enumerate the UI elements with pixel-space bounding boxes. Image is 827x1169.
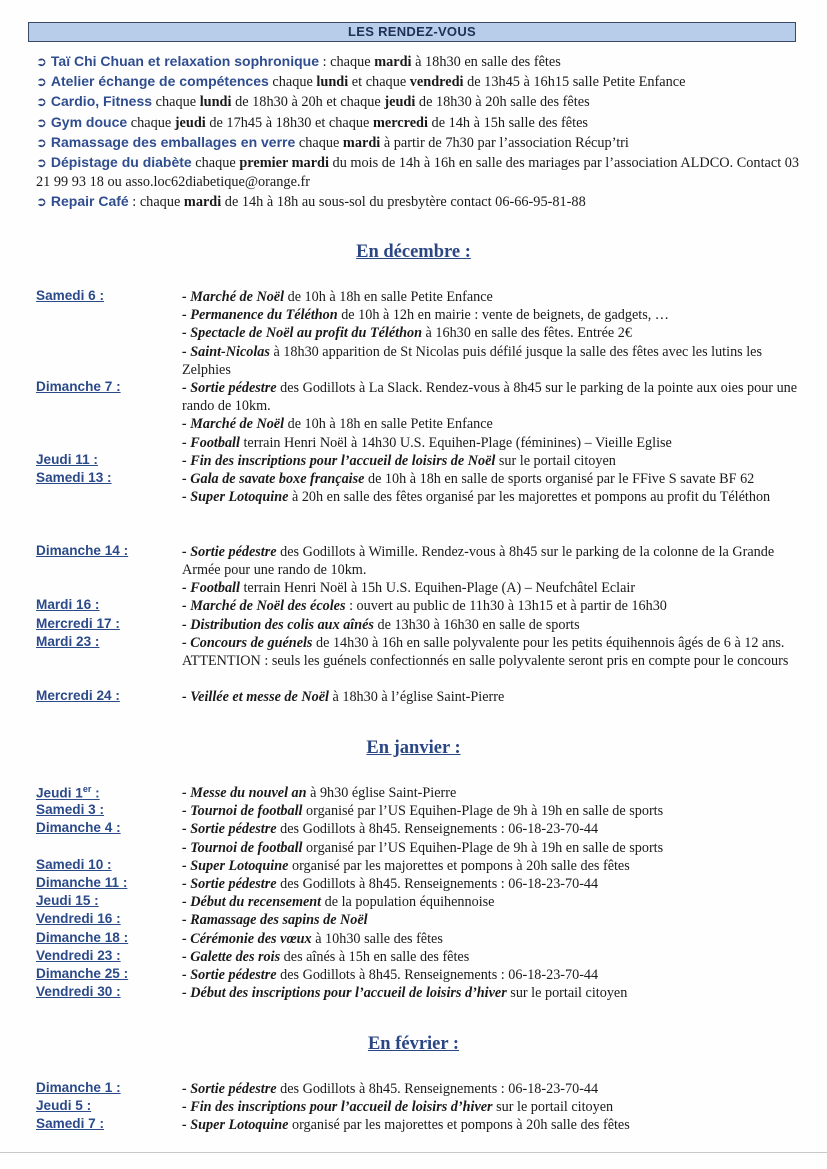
arrow-icon: ➲	[36, 55, 47, 70]
event-descriptions	[182, 634, 798, 670]
section-title: En février :	[367, 1034, 460, 1054]
event-line: - Permanence du Téléthon de 10h à 12h en mairie : vente de beignets, de gadgets, …	[182, 307, 669, 324]
event-descriptions	[182, 784, 798, 802]
event-day-label: Jeudi 1er :	[36, 784, 100, 801]
rendezvous-item: ➲ Cardio, Fitness chaque lundi de 18h30 à 20h et chaque jeudi de 18h30 à 20h salle des fêtes	[36, 93, 590, 111]
rendezvous-item: ➲ Dépistage du diabète chaque premier mardi du mois de 14h à 16h en salle des mariages par l’association ALDCO. Contact 03 21 99 93 18 ou asso.loc62diabetique@orange.fr	[36, 154, 800, 191]
event-day-label: Samedi 10 :	[36, 856, 112, 872]
section-title: En janvier :	[366, 738, 461, 758]
event-day-label: Dimanche 11 :	[36, 875, 128, 890]
event-line: - Début des inscriptions pour l’accueil de loisirs d’hiver sur le portail citoyen	[182, 985, 628, 1002]
event-day-label: Jeudi 15 :	[36, 893, 99, 909]
event-descriptions	[182, 875, 798, 893]
event-day-label: Vendredi 30 :	[36, 984, 121, 1000]
page-bottom-edge	[0, 1152, 827, 1153]
arrow-icon: ➲	[36, 75, 47, 91]
event-descriptions	[182, 1080, 798, 1098]
event-descriptions	[182, 688, 798, 706]
event-line: - Tournoi de football organisé par l’US Equihen-Plage de 9h à 19h en salle de sports	[182, 839, 664, 856]
event-line: - Fin des inscriptions pour l’accueil de loisirs d’hiver sur le portail citoyen	[182, 1099, 614, 1116]
event-line: - Football terrain Henri Noël à 15h U.S. Equihen-Plage (A) – Neufchâtel Eclair	[182, 580, 636, 597]
event-day-label: Dimanche 4 :	[36, 820, 121, 836]
event-descriptions	[182, 543, 798, 598]
event-day-label: Samedi 6 :	[36, 288, 104, 303]
section-title: En décembre :	[356, 242, 471, 262]
rendezvous-item: ➲ Repair Café : chaque mardi de 14h à 18h au sous-sol du presbytère contact 06-66-95-81-88	[36, 193, 586, 211]
event-line: - Concours de guénels de 14h30 à 16h en salle polyvalente pour les petits équihennois âgés de 6 à 12 ans. ATTENTION : seuls les guénels confectionnés en salle polyvalente seront pris en compte pour le concours	[182, 634, 789, 669]
event-line: - Messe du nouvel an à 9h30 église Saint-Pierre	[182, 785, 457, 801]
arrow-icon: ➲	[36, 115, 47, 131]
event-line: - Super Lotoquine à 20h en salle des fêtes organisé par les majorettes et pompons au profit du Téléthon	[182, 489, 771, 506]
rendezvous-text-0: : chaque mardi à 18h30 en salle des fêtes	[319, 54, 561, 70]
event-line: - Sortie pédestre des Godillots à 8h45. Renseignements : 06-18-23-70-44	[182, 967, 599, 983]
event-line: - Gala de savate boxe française de 10h à 18h en salle de sports organisé par le FFive S savate BF 62	[182, 471, 755, 487]
event-descriptions	[182, 452, 798, 470]
event-line: - Début du recensement de la population équihennoise	[182, 894, 495, 911]
event-line: - Marché de Noël de 10h à 18h en salle Petite Enfance	[182, 416, 493, 433]
rendezvous-title: LES RENDEZ-VOUS	[347, 24, 476, 39]
event-descriptions	[182, 820, 798, 856]
event-line: - Sortie pédestre des Godillots à 8h45. Renseignements : 06-18-23-70-44	[182, 1081, 599, 1097]
event-day-label: Samedi 3 :	[36, 802, 104, 818]
event-descriptions	[182, 966, 798, 984]
event-line: - Galette des rois des aînés à 15h en salle des fêtes	[182, 948, 470, 965]
event-line: - Super Lotoquine organisé par les majorettes et pompons à 20h salle des fêtes	[182, 857, 630, 874]
event-day-label: Dimanche 18 :	[36, 929, 129, 945]
event-descriptions	[182, 470, 798, 506]
event-line: - Sortie pédestre des Godillots à La Slack. Rendez-vous à 8h45 sur le parking de la pointe aux oies pour une rando de 10km.	[182, 380, 798, 415]
event-day-label: Mardi 23 :	[36, 633, 100, 649]
event-descriptions	[182, 288, 798, 379]
arrow-icon: ➲	[36, 195, 47, 211]
event-descriptions	[182, 893, 798, 911]
event-line: - Ramassage des sapins de Noël	[182, 912, 368, 929]
event-line: - Sortie pédestre des Godillots à 8h45. Renseignements : 06-18-23-70-44	[182, 876, 599, 892]
event-descriptions	[182, 802, 798, 820]
arrow-icon: ➲	[36, 95, 47, 111]
event-descriptions	[182, 597, 798, 615]
event-day-label: Jeudi 5 :	[36, 1098, 92, 1114]
event-line: - Spectacle de Noël au profit du Téléthon à 16h30 en salle des fêtes. Entrée 2€	[182, 325, 632, 342]
rendezvous-item: ➲ Gym douce chaque jeudi de 17h45 à 18h30 et chaque mercredi de 14h à 15h salle des fêtes	[36, 113, 588, 131]
rendezvous-list	[36, 52, 806, 213]
event-line: - Sortie pédestre des Godillots à 8h45. Renseignements : 06-18-23-70-44	[182, 821, 599, 838]
event-day-label: Samedi 13 :	[36, 470, 112, 485]
rendezvous-item: ➲ Atelier échange de compétences chaque lundi et chaque vendredi de 13h45 à 16h15 salle Petite Enfance	[36, 73, 686, 91]
section-header-band	[28, 22, 796, 42]
event-line: - Marché de Noël de 10h à 18h en salle Petite Enfance	[182, 289, 493, 305]
event-day-label: Dimanche 1 :	[36, 1080, 121, 1095]
arrow-icon: ➲	[36, 135, 47, 151]
event-line: - Sortie pédestre des Godillots à Wimille. Rendez-vous à 8h45 sur le parking de la colonne de la Grande Armée pour une rando de 10km.	[182, 543, 775, 578]
event-line: - Tournoi de football organisé par l’US Equihen-Plage de 9h à 19h en salle de sports	[182, 803, 664, 820]
event-line: - Marché de Noël des écoles : ouvert au public de 11h30 à 13h15 et à partir de 16h30	[182, 598, 667, 615]
event-day-label: Mardi 16 :	[36, 597, 100, 613]
event-descriptions	[182, 984, 798, 1002]
event-day-label: Mercredi 24 :	[36, 688, 120, 704]
event-descriptions	[182, 911, 798, 929]
event-line: - Saint-Nicolas à 18h30 apparition de St Nicolas puis défilé jusque la salle des fêtes avec les lutins les Zelphies	[182, 343, 762, 378]
event-day-label: Dimanche 7 :	[36, 379, 121, 394]
event-day-label: Samedi 7 :	[36, 1116, 104, 1132]
event-day-label: Mercredi 17 :	[36, 615, 120, 631]
event-day-label: Vendredi 23 :	[36, 947, 121, 963]
event-line: - Distribution des colis aux aînés de 13h30 à 16h30 en salle de sports	[182, 616, 580, 633]
event-day-label: Dimanche 14 :	[36, 542, 129, 558]
event-line: - Cérémonie des vœux à 10h30 salle des fêtes	[182, 930, 443, 947]
event-descriptions	[182, 930, 798, 948]
event-line: - Super Lotoquine organisé par les majorettes et pompons à 20h salle des fêtes	[182, 1117, 630, 1134]
event-descriptions	[182, 1098, 798, 1116]
event-descriptions	[182, 379, 798, 452]
event-descriptions	[182, 857, 798, 875]
rendezvous-item: ➲ Taï Chi Chuan et relaxation sophronique : chaque mardi à 18h30 en salle des fêtes	[36, 53, 561, 70]
event-descriptions	[182, 1116, 798, 1134]
rendezvous-item: ➲ Ramassage des emballages en verre chaque mardi à partir de 7h30 par l’association Récup’tri	[36, 133, 629, 151]
event-descriptions	[182, 948, 798, 966]
event-line: - Fin des inscriptions pour l’accueil de loisirs de Noël sur le portail citoyen	[182, 452, 616, 469]
event-day-label: Dimanche 25 :	[36, 966, 129, 981]
event-line: - Veillée et messe de Noël à 18h30 à l’église Saint-Pierre	[182, 689, 505, 706]
event-descriptions	[182, 616, 798, 634]
event-line: - Football terrain Henri Noël à 14h30 U.S. Equihen-Plage (féminines) – Vieille Eglise	[182, 434, 672, 451]
arrow-icon: ➲	[36, 156, 47, 172]
event-day-label: Jeudi 11 :	[36, 451, 98, 467]
event-day-label: Vendredi 16 :	[36, 911, 121, 927]
